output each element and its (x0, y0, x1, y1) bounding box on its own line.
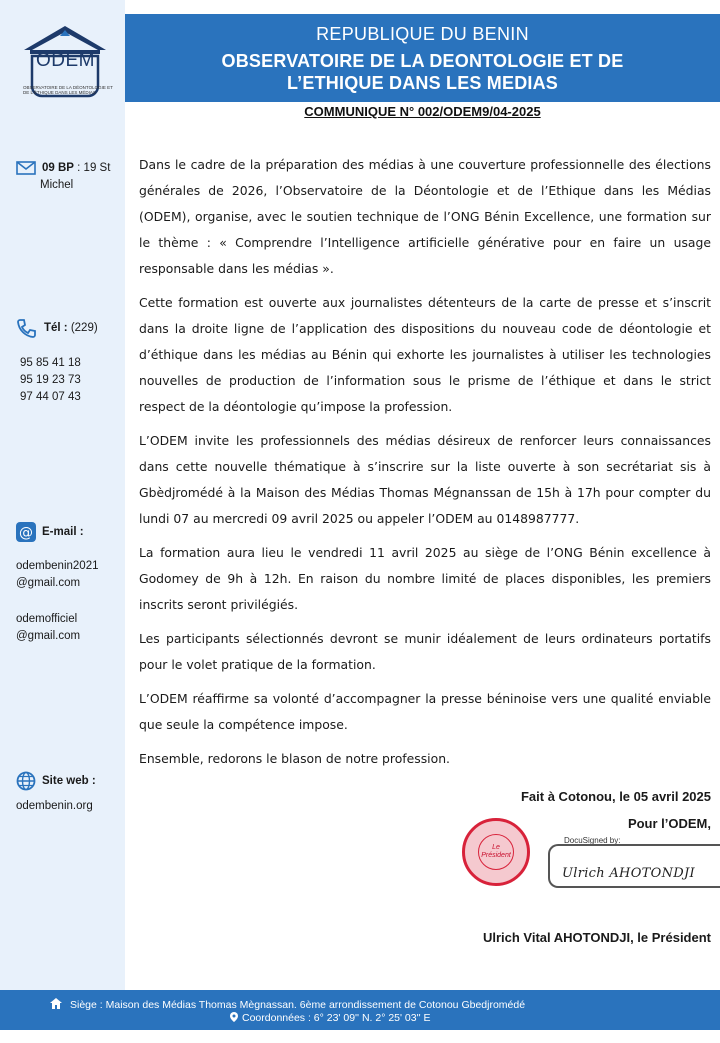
email-2[interactable] (16, 611, 80, 645)
header-banner (125, 14, 720, 102)
communique-number: COMMUNIQUE N° 002/ODEM9/04-2025 (304, 104, 541, 119)
docusign-block (548, 834, 720, 908)
email-2-domain[interactable]: @gmail.com (16, 630, 81, 642)
phone-number[interactable]: 95 19 23 73 (20, 374, 81, 386)
email-header (16, 522, 84, 542)
email-1-user[interactable]: odembenin2021 (16, 560, 99, 572)
website-label: Site web : (42, 775, 96, 788)
bp-value: : 19 St (73, 162, 111, 174)
paragraph: L’ODEM invite les professionnels des médias désireux de renforcer leurs connaissances dans cette nouvelle thématique à s’inscrire sur la liste ouverte à son secrétariat sis à Gbèdjromédé à la Maison des Médias Thomas Mégnanssan de 15h à 17h pour compter du lundi 07 au mercredi 09 avril 2025 ou appeler l’ODEM au 0148987777. (139, 433, 711, 526)
official-stamp (462, 818, 530, 886)
footer-banner (0, 990, 720, 1030)
footer-address (50, 998, 525, 1011)
paragraph: Cette formation est ouverte aux journalistes détenteurs de la carte de presse et s’inscrit dans la droite ligne de l’application des dispositions du nouveau code de déontologie et d’éthique dans les médias au Bénin qui exhorte les journalistes à utiliser les technologies nouvelles de production de l’information sous le prisme de l’éthique et dans le strict respect de la déontologie qu’impose la profession. (139, 295, 711, 414)
location-pin-icon (230, 1012, 238, 1022)
website-header (16, 771, 96, 791)
paragraph: Les participants sélectionnés devront se munir idéalement de leurs ordinateurs portatifs pour le volet pratique de la formation. (139, 631, 711, 672)
phone-icon (16, 318, 38, 338)
email-1-domain[interactable]: @gmail.com (16, 577, 81, 589)
paragraph: La formation aura lieu le vendredi 11 avril 2025 au siège de l’ONG Bénin excellence à Godomey de 9h à 12h. En raison du nombre limité de places disponibles, les premiers inscrits seront privilégiés. (139, 545, 711, 612)
footer-address-text: Siège : Maison des Médias Thomas Mègnassan. 6ème arrondissement de Cotonou Gbedjromédé (70, 999, 526, 1011)
tel-code: (229) (67, 322, 98, 335)
signatory-name: Ulrich Vital AHOTONDJI, le Président (482, 930, 711, 945)
communique-body (139, 152, 711, 780)
email-label: E-mail : (42, 526, 84, 539)
header-org-line1: OBSERVATOIRE DE LA DEONTOLOGIE ET DE (221, 51, 624, 71)
header-org-line2: L’ETHIQUE DANS LES MEDIAS (286, 73, 559, 93)
phone-number[interactable]: 97 44 07 43 (20, 391, 81, 403)
logo-wordmark: ODEM (36, 50, 95, 71)
footer-coordinates (230, 1012, 431, 1024)
for-org: Pour l’ODEM, (627, 816, 711, 831)
stamp-text: Le Président (478, 834, 514, 870)
paragraph: Ensemble, redorons le blason de notre profession. (139, 751, 450, 766)
footer-coordinates-text: Coordonnées : 6° 23' 09'' N. 2° 25' 03'' E (242, 1012, 431, 1024)
phone-block (16, 318, 98, 338)
bp-label: 09 BP (42, 162, 74, 174)
docusign-label: DocuSigned by: (564, 836, 621, 845)
paragraph: Dans le cadre de la préparation des médias à une couverture professionnelle des élections générales de 2026, l’Observatoire de la Déontologie et de l’Ethique dans les Médias (ODEM), organise, avec le soutien technique de l’ONG Bénin Excellence, une formation sur le thème : « Comprendre l’Intelligence artificielle générative pour en faire un usage responsable dans les médias ». (139, 157, 711, 276)
svg-text:@: @ (19, 525, 33, 541)
globe-icon (16, 771, 36, 791)
phone-list (20, 355, 81, 406)
sidebar (0, 0, 125, 990)
home-icon (50, 998, 62, 1009)
email-1[interactable] (16, 558, 99, 592)
at-sign-icon (16, 522, 36, 542)
website-link[interactable]: odembenin.org (16, 800, 93, 812)
logo-subtitle: OBSERVATOIRE DE LA DÉONTOLOGIE ET DE L'ÉTHIQUE DANS LES MÉDIAS (23, 85, 113, 95)
header-republic: REPUBLIQUE DU BENIN (316, 24, 529, 44)
bp-line2: Michel (40, 179, 74, 191)
envelope-icon (16, 161, 36, 175)
handwritten-signature: Ulrich AHOTONDJI (562, 866, 695, 881)
paragraph: L’ODEM réaffirme sa volonté d’accompagner la presse béninoise vers une qualité enviable que seule la compétence impose. (139, 691, 711, 732)
email-2-user[interactable]: odemofficiel (16, 613, 78, 625)
phone-number[interactable]: 95 85 41 18 (20, 357, 81, 369)
bottom-margin (0, 1030, 720, 1043)
postal-address (16, 160, 110, 194)
tel-label: Tél : (44, 322, 68, 335)
place-date: Fait à Cotonou, le 05 avril 2025 (520, 789, 711, 804)
